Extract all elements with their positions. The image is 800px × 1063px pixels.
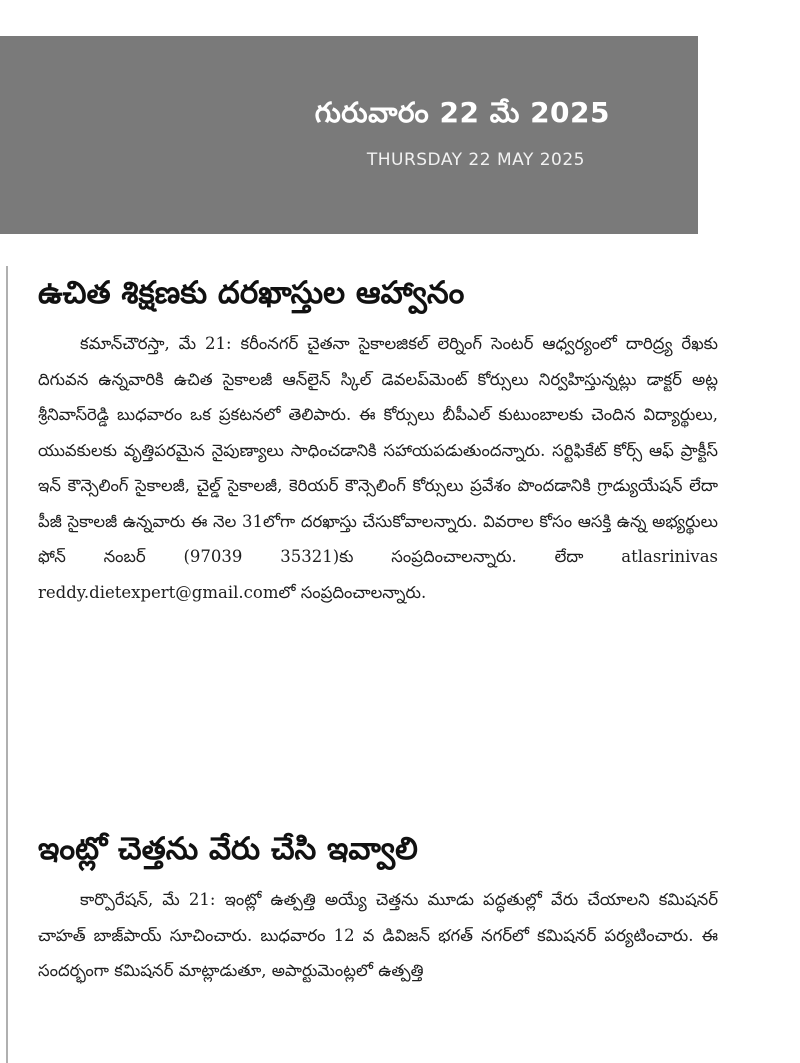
date-english: THURSDAY 22 MAY 2025 xyxy=(366,150,585,170)
article-free-training xyxy=(38,272,718,610)
article-waste-segregation xyxy=(38,828,718,989)
article-body: కమాన్‌చౌరస్తా, మే 21: కరీంనగర్ చైతనా సైకాలజికల్ లెర్నింగ్ సెంటర్ ఆధ్వర్యంలో దారిద్ర్య రేఖకు దిగువన ఉన్నవారికి ఉచిత సైకాలజీ ఆన్‌లైన్ స్కిల్ డెవలప్‌మెంట్ కోర్సులు నిర్వహిస్తున్నట్లు డాక్టర్ అట్ల శ్రీనివాస్‌రెడ్డి బుధవారం ఒక ప్రకటనలో తెలిపారు. ఈ కోర్సులు బీపీఎల్ కుటుంబాలకు చెందిన విద్యార్థులు, యువకులకు వృత్తిపరమైన నైపుణ్యాలు సాధించడానికి సహాయపడుతుందన్నారు. సర్టిఫికేట్ కోర్స్ ఆఫ్ ప్రాక్టీస్ ఇన్ కౌన్సెలింగ్ సైకాలజీ, చైల్డ్ సైకాలజీ, కెరియర్ కౌన్సెలింగ్ కోర్సులు ప్రవేశం పొందడానికి గ్రాడ్యుయేషన్ లేదా పీజీ సైకాలజీ ఉన్నవారు ఈ నెల 31లోగా దరఖాస్తు చేసుకోవాలన్నారు. వివరాల కోసం ఆసక్తి ఉన్న అభ్యర్థులు ఫోన్ నంబర్ (97039 35321)కు సంప్రదించాలన్నారు. లేదా atlasrinivas reddy.dietexpert@gmail.comలో సంప్రదించాలన్నారు. xyxy=(38,334,718,602)
page-top-margin xyxy=(0,0,800,36)
article-headline: ఇంట్లో చెత్తను వేరు చేసి ఇవ్వాలి xyxy=(38,831,418,867)
date-telugu: గురువారం 22 మే 2025 xyxy=(314,96,610,129)
article-headline: ఉచిత శిక్షణకు దరఖాస్తుల ఆహ్వానం xyxy=(38,275,465,311)
article-body: కార్పొరేషన్, మే 21: ఇంట్లో ఉత్పత్తి అయ్యే చెత్తను మూడు పద్ధతుల్లో వేరు చేయాలని కమిషనర్ చాహత్ బాజ్‌పాయ్ సూచించారు. బుధవారం 12 వ డివిజన్ భగత్ నగర్‌లో కమిషనర్ పర్యటించారు. ఈ సందర్భంగా కమిషనర్ మాట్లాడుతూ, అపార్టుమెంట్లలో ఉత్పత్తి xyxy=(38,890,718,980)
column-divider xyxy=(6,266,8,1063)
